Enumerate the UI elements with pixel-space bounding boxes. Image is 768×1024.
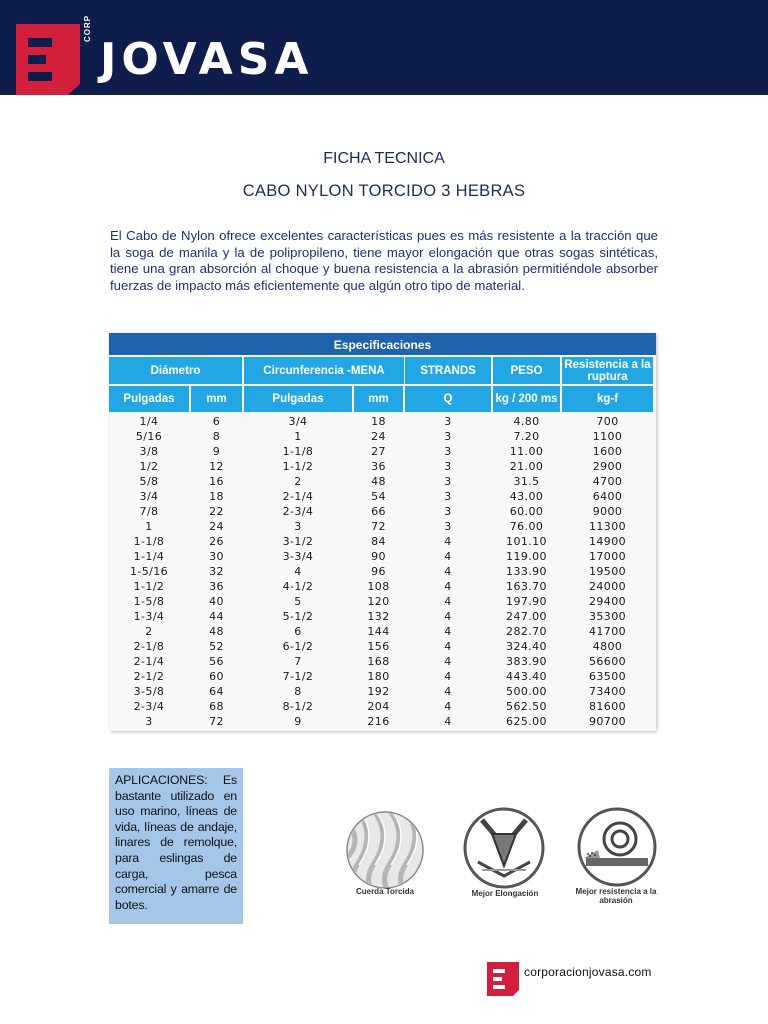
table-cell: 8-1/2 (282, 700, 314, 713)
table-cell: 3 (444, 430, 452, 443)
table-cell: 4 (444, 700, 452, 713)
table-cell: 18 (371, 415, 386, 428)
table-cell: 1/4 (139, 415, 159, 428)
table-cell: 2 (294, 475, 302, 488)
table-cell: 1-5/16 (129, 565, 169, 578)
applications-box: APLICACIONES: Es bastante utilizado en uso marino, líneas de vida, líneas de andaje, linares de remolque, para eslingas de carga, pesca comercial y amarre de botes. (109, 768, 243, 924)
table-cell: 4 (444, 625, 452, 638)
group-header: STRANDS (405, 357, 491, 384)
table-cell: 81600 (589, 700, 626, 713)
table-cell: 24 (371, 430, 386, 443)
table-cell: 3 (444, 445, 452, 458)
table-cell: 216 (367, 715, 390, 728)
table-cell: 383.90 (506, 655, 547, 668)
table-cell: 31.5 (513, 475, 540, 488)
header-banner (0, 0, 768, 95)
table-cell: 14900 (589, 535, 626, 548)
brand-name: JOVASA (100, 34, 314, 85)
table-cell: 3 (294, 520, 302, 533)
table-cell: 18 (209, 490, 224, 503)
table-cell: 1-1/2 (133, 580, 165, 593)
table-cell: 3 (444, 475, 452, 488)
table-cell: 41700 (589, 625, 626, 638)
table-cell: 4 (444, 610, 452, 623)
table-cell: 9 (212, 445, 221, 458)
table-cell: 1600 (592, 445, 623, 458)
table-cell: 4 (444, 685, 452, 698)
table-cell: 6 (212, 415, 221, 428)
table-cell: 443.40 (506, 670, 547, 683)
table-cell: 1-1/8 (133, 535, 165, 548)
table-cell: 12 (209, 460, 224, 473)
table-cell: 36 (371, 460, 386, 473)
table-cell: 192 (367, 685, 390, 698)
table-cell: 2-1/2 (133, 670, 165, 683)
table-cell: 43.00 (509, 490, 544, 503)
table-cell: 324.40 (506, 640, 547, 653)
table-cell: 3 (444, 415, 452, 428)
table-cell: 4 (444, 535, 452, 548)
table-cell: 132 (367, 610, 390, 623)
table-cell: 17000 (589, 550, 626, 563)
table-cell: 72 (209, 715, 224, 728)
table-cell: 6400 (592, 490, 623, 503)
table-cell: 36 (209, 580, 224, 593)
table-cell: 84 (371, 535, 386, 548)
table-cell: 5-1/2 (282, 610, 314, 623)
table-cell: 48 (209, 625, 224, 638)
table-cell: 119.00 (506, 550, 547, 563)
table-cell: 500.00 (506, 685, 547, 698)
table-cell: 4 (444, 595, 452, 608)
table-cell: 4-1/2 (282, 580, 314, 593)
table-cell: 7-1/2 (282, 670, 314, 683)
elongation-icon (462, 806, 546, 890)
table-cell: 6-1/2 (282, 640, 314, 653)
table-cell: 1-1/2 (282, 460, 314, 473)
table-cell: 4 (444, 550, 452, 563)
table-cell: 163.70 (506, 580, 547, 593)
table-cell: 63500 (589, 670, 626, 683)
sub-header: Q (405, 386, 491, 412)
sub-header: kg / 200 ms (493, 386, 560, 412)
table-cell: 197.90 (506, 595, 547, 608)
jovasa-logo-icon (16, 24, 80, 95)
page-title: FICHA TECNICA (323, 150, 445, 167)
table-cell: 8 (294, 685, 302, 698)
table-cell: 2-1/4 (133, 655, 165, 668)
table-cell: 4.80 (513, 415, 540, 428)
table-cell: 1 (145, 520, 153, 533)
table-cell: 40 (209, 595, 224, 608)
table-cell: 9000 (592, 505, 623, 518)
table-cell: 156 (367, 640, 390, 653)
table-cell: 5/8 (139, 475, 159, 488)
table-cell: 76.00 (509, 520, 544, 533)
group-header: PESO (493, 357, 560, 384)
sub-header: kg-f (562, 386, 653, 412)
corp-label: CORP (83, 14, 92, 42)
table-cell: 96 (371, 565, 386, 578)
table-cell: 3/8 (139, 445, 159, 458)
table-cell: 4 (444, 655, 452, 668)
sub-header: mm (191, 386, 242, 412)
table-cell: 4 (444, 565, 452, 578)
table-cell: 8 (212, 430, 221, 443)
sub-header: Pulgadas (109, 386, 189, 412)
table-cell: 4 (444, 640, 452, 653)
table-cell: 3 (145, 715, 153, 728)
table-cell: 4800 (592, 640, 623, 653)
footer-logo-icon (487, 962, 519, 996)
table-cell: 5/16 (135, 430, 163, 443)
table-cell: 108 (367, 580, 390, 593)
table-cell: 66 (371, 505, 386, 518)
table-cell: 625.00 (506, 715, 547, 728)
table-cell: 6 (294, 625, 302, 638)
group-header: Resistencia a la ruptura (562, 357, 653, 384)
table-cell: 144 (367, 625, 390, 638)
table-cell: 4 (444, 715, 452, 728)
table-cell: 3 (444, 490, 452, 503)
table-cell: 90 (371, 550, 386, 563)
table-cell: 4 (444, 580, 452, 593)
table-cell: 90700 (589, 715, 626, 728)
table-cell: 11300 (589, 520, 626, 533)
table-cell: 52 (209, 640, 224, 653)
table-cell: 1/2 (139, 460, 159, 473)
table-title: Especificaciones (109, 333, 656, 355)
table-cell: 3-5/8 (133, 685, 165, 698)
feature-label-elongation: Mejor Elongación (471, 889, 539, 898)
table-cell: 68 (209, 700, 224, 713)
table-cell: 48 (371, 475, 386, 488)
table-cell: 35300 (589, 610, 626, 623)
table-cell: 64 (209, 685, 224, 698)
table-cell: 29400 (589, 595, 626, 608)
table-cell: 27 (371, 445, 386, 458)
table-cell: 9 (294, 715, 302, 728)
table-cell: 204 (367, 700, 390, 713)
table-cell: 101.10 (506, 535, 547, 548)
table-cell: 26 (209, 535, 224, 548)
table-cell: 1 (294, 430, 302, 443)
sub-header: Pulgadas (244, 386, 352, 412)
table-cell: 73400 (589, 685, 626, 698)
table-cell: 24000 (589, 580, 626, 593)
table-cell: 56600 (589, 655, 626, 668)
table-cell: 1-5/8 (133, 595, 165, 608)
table-cell: 5 (294, 595, 302, 608)
table-cell: 2-1/8 (133, 640, 165, 653)
table-cell: 32 (209, 565, 224, 578)
table-cell: 21.00 (509, 460, 544, 473)
twisted-rope-icon (345, 810, 425, 890)
table-cell: 168 (367, 655, 390, 668)
table-cell: 2 (145, 625, 153, 638)
table-cell: 3 (444, 460, 452, 473)
table-cell: 1100 (592, 430, 623, 443)
table-cell: 3/4 (288, 415, 308, 428)
table-cell: 1-3/4 (133, 610, 165, 623)
table-cell: 4 (444, 670, 452, 683)
table-cell: 24 (209, 520, 224, 533)
table-cell: 3-3/4 (282, 550, 314, 563)
table-cell: 2-1/4 (282, 490, 314, 503)
table-cell: 180 (367, 670, 390, 683)
table-cell: 7/8 (139, 505, 159, 518)
table-cell: 3-1/2 (282, 535, 314, 548)
table-cell: 16 (209, 475, 224, 488)
table-cell: 44 (209, 610, 224, 623)
table-cell: 7 (294, 655, 302, 668)
intro-paragraph: El Cabo de Nylon ofrece excelentes características pues es más resistente a la tracción que la soga de manila y la de polipropileno, tiene mayor elongación que otras sogas sintéticas, tiene una gran absorción al choque y buena resistencia a la abrasión permitiéndole absorber fuerzas de impacto más eficientemente que algún otro tipo de material. (110, 228, 658, 293)
sub-header: mm (354, 386, 403, 412)
footer-website[interactable]: corporacionjovasa.com (524, 965, 652, 979)
table-cell: 3 (444, 520, 452, 533)
group-header: Diámetro (109, 357, 242, 384)
table-cell: 7.20 (513, 430, 540, 443)
table-cell: 54 (371, 490, 386, 503)
table-cell: 2-3/4 (282, 505, 314, 518)
table-cell: 700 (596, 415, 619, 428)
table-cell: 4 (294, 565, 302, 578)
group-header: Circunferencia -MENA (244, 357, 404, 384)
table-cell: 60.00 (509, 505, 544, 518)
table-cell: 56 (209, 655, 224, 668)
specifications-table (109, 333, 656, 731)
table-cell: 2900 (592, 460, 623, 473)
table-cell: 562.50 (506, 700, 547, 713)
table-cell: 4700 (592, 475, 623, 488)
table-cell: 72 (371, 520, 386, 533)
abrasion-icon (576, 806, 658, 888)
table-cell: 3 (444, 505, 452, 518)
table-cell: 3/4 (139, 490, 159, 503)
table-cell: 120 (367, 595, 390, 608)
table-cell: 247.00 (506, 610, 547, 623)
feature-label-twisted: Cuerda Torcida (355, 887, 415, 896)
table-cell: 22 (209, 505, 224, 518)
page-subtitle: CABO NYLON TORCIDO 3 HEBRAS (242, 182, 526, 200)
table-cell: 1-1/8 (282, 445, 314, 458)
table-cell: 133.90 (506, 565, 547, 578)
table-cell: 1-1/4 (133, 550, 165, 563)
table-cell: 2-3/4 (133, 700, 165, 713)
table-cell: 282.70 (506, 625, 547, 638)
table-cell: 30 (209, 550, 224, 563)
table-cell: 11.00 (509, 445, 544, 458)
table-cell: 60 (209, 670, 224, 683)
table-cell: 19500 (589, 565, 626, 578)
feature-label-abrasion: Mejor resistencia a la abrasión (575, 887, 657, 905)
